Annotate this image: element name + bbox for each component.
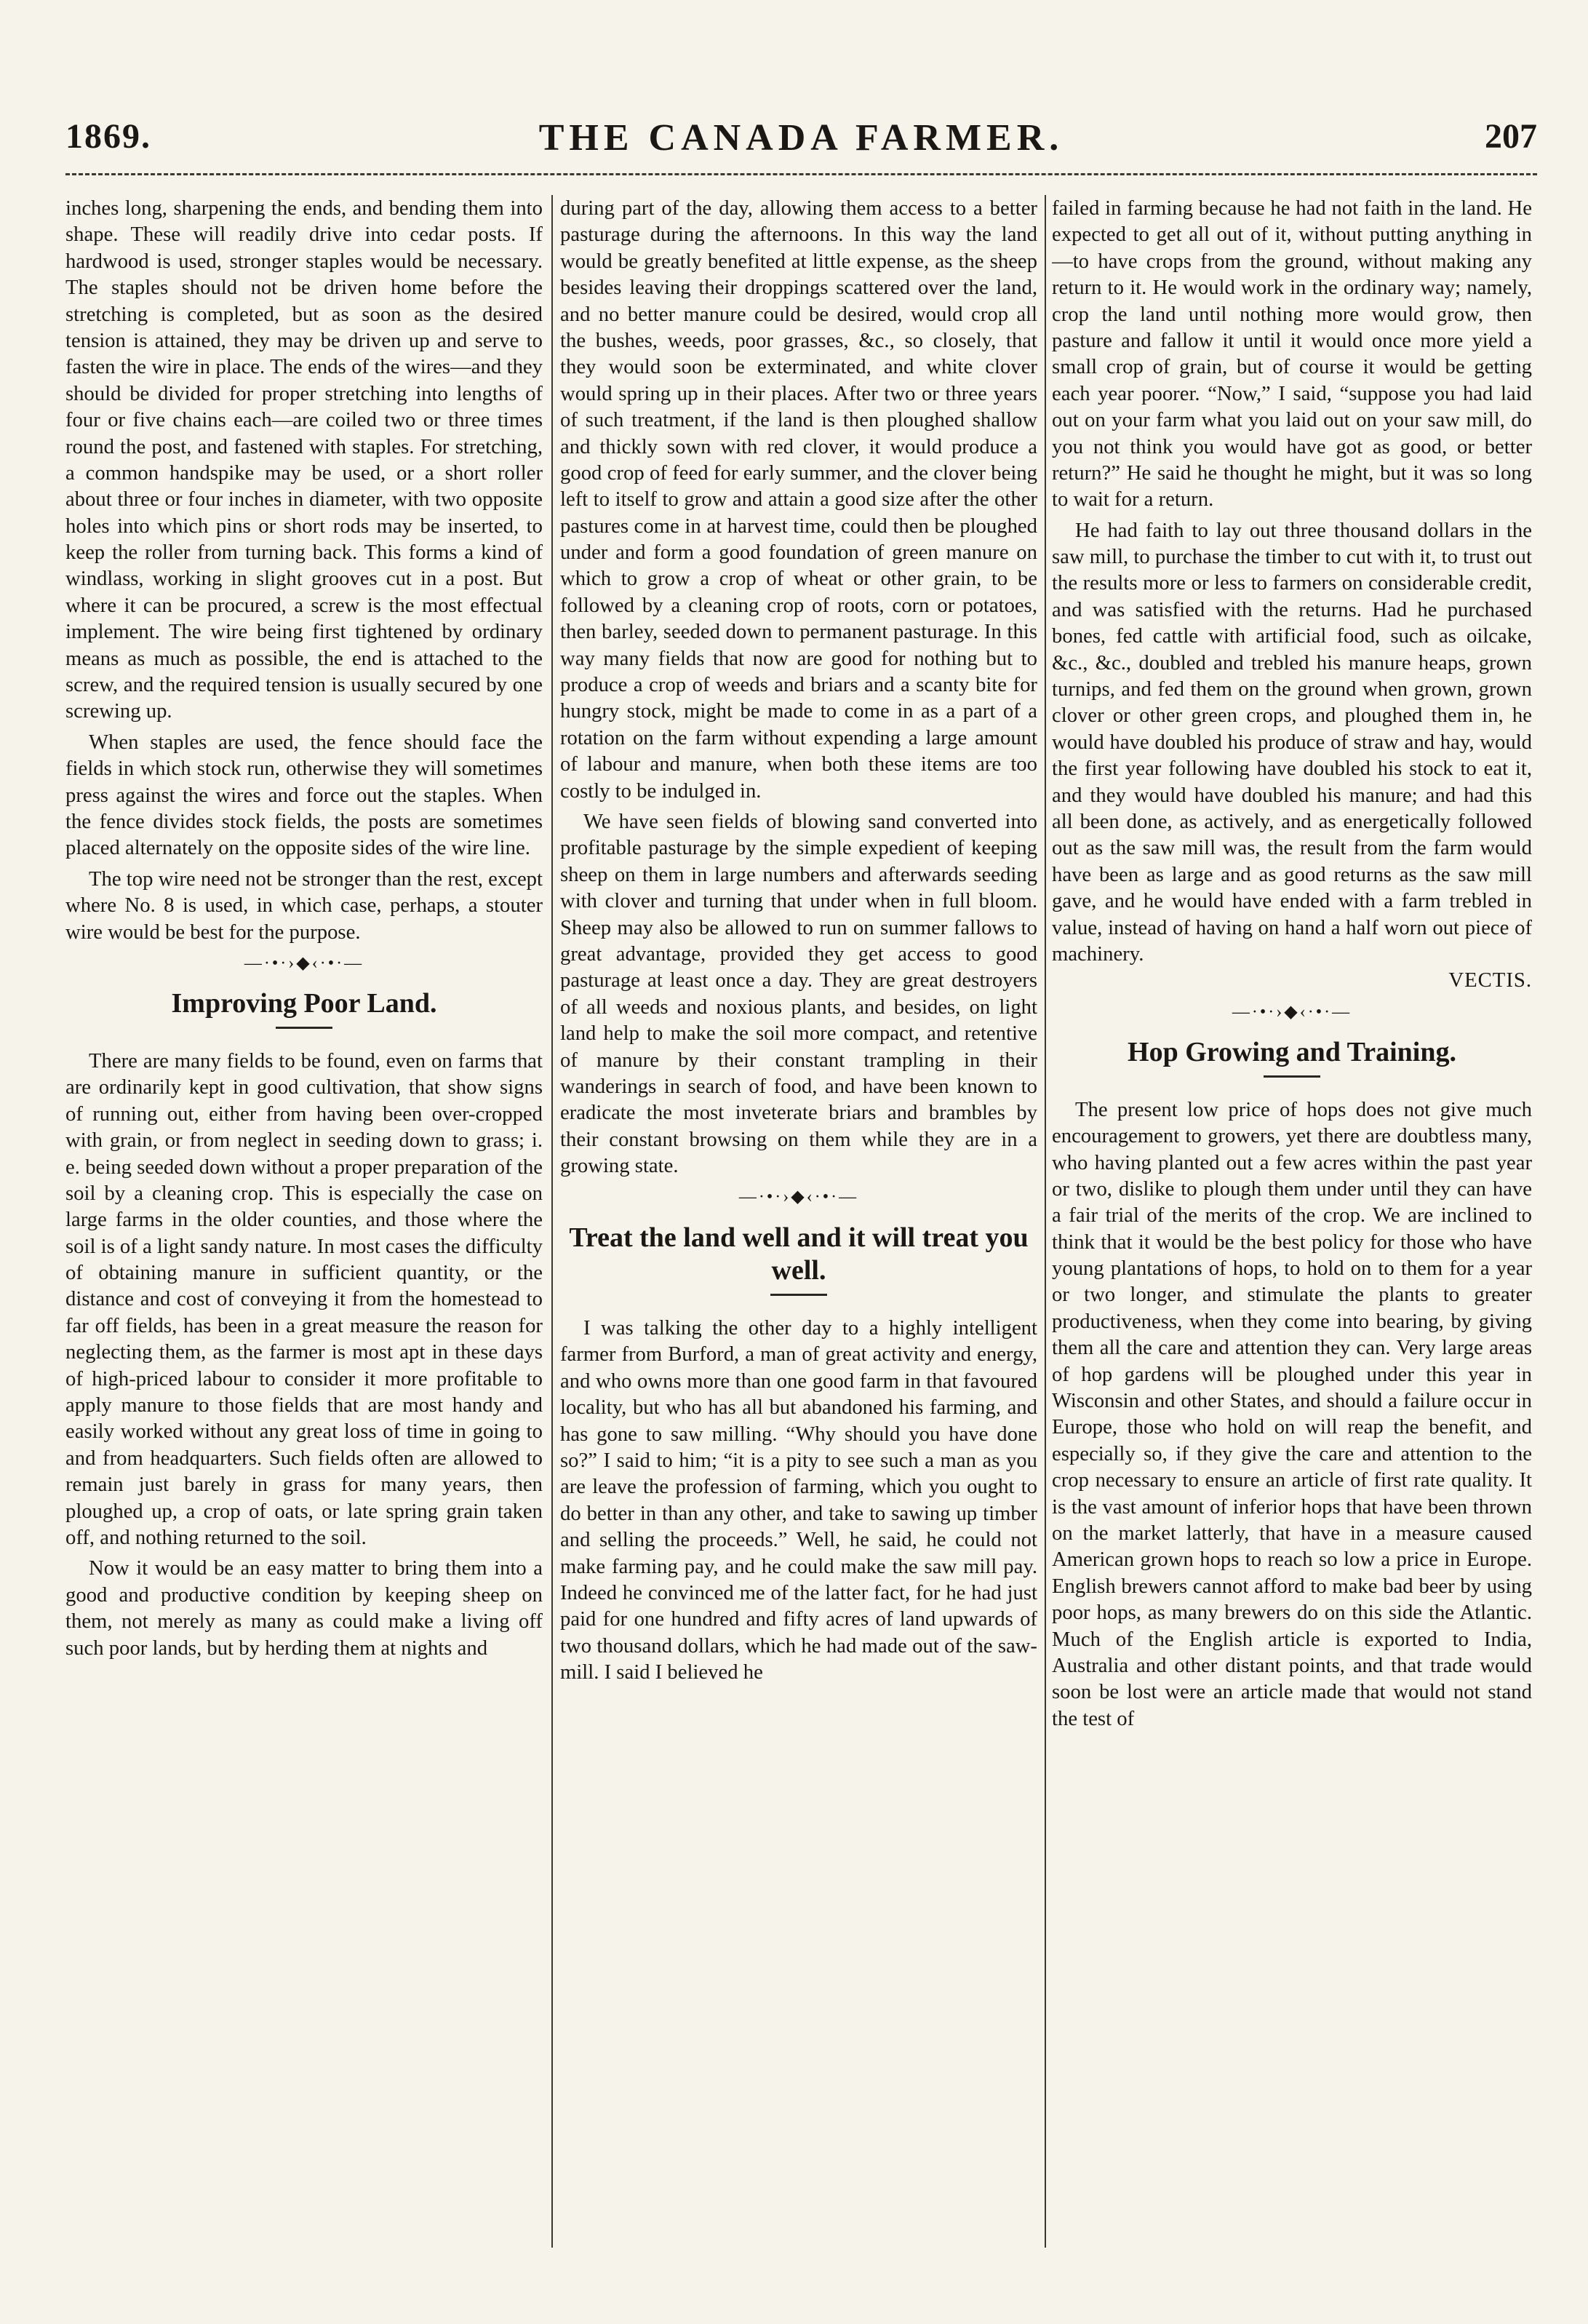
- signature-line: [1052, 967, 1532, 993]
- author-signature: VECTIS.: [1448, 968, 1532, 992]
- article-paragraph: Now it would be an easy matter to bring them into a good and productive condition by keeping sheep on them, not merely as many as could make a living off such poor lands, but by herding them at nights and: [65, 1556, 543, 1660]
- column-divider: [551, 195, 553, 2248]
- header-rule: [65, 173, 1537, 175]
- article-heading: Improving Poor Land.: [171, 988, 437, 1019]
- column-1: [65, 195, 543, 2248]
- page-header: [65, 116, 1537, 167]
- column-3: [1052, 195, 1532, 2248]
- page-number: 207: [1485, 117, 1537, 156]
- article-paragraph: The top wire need not be stronger than the rest, except where No. 8 is used, in which case, perhaps, a stouter wire would be best for the purpose.: [65, 867, 543, 944]
- article-paragraph: When staples are used, the fence should face the fields in which stock run, otherwise they will sometimes press against the wires and force out the staples. When the fence divides stock fields, the posts are sometimes placed alternately on the opposite sides of the wire line.: [65, 730, 543, 860]
- article-paragraph: We have seen fields of blowing sand converted into profitable pasturage by the simple expedient of keeping sheep on them in large numbers and afterwards seeding with clover and turning that under when in full bloom. Sheep may also be allowed to run on summer fallows to great advantage, provided they get access to good pasturage at least once a day. They are great destroyers of all weeds and noxious plants, and besides, on light land help to make the soil more compact, and retentive of manure by their constant trampling in their wanderings in search of food, and have been known to eradicate the most inveterate briars and brambles by their constant browsing on them while they are in a growing state.: [560, 809, 1037, 1178]
- section-ornament: —·•·›◆‹·•·—: [244, 953, 364, 973]
- article-paragraph: during part of the day, allowing them access to a better pasturage during the afternoons. In this way the land would be greatly benefited at little expense, as the sheep besides leaving their droppings scattered over the land, and no better manure could be desired, would crop all the bushes, weeds, poor grasses, &c., so closely, that they would soon be exterminated, and white clover would spring up in their places. After two or three years of such treatment, if the land is then ploughed shallow and thickly sown with red clover, it would produce a good crop of feed for early summer, and the clover being left to itself to grow and attain a good size after the other pastures come in at harvest time, could then be ploughed under and form a good foundation of green manure on which to grow a crop of wheat or other grain, to be followed by a cleaning crop of roots, corn or potatoes, then barley, seeded down to permanent pasturage. In this way many fields that now are good for nothing but to produce a crop of weeds and briars and a scanty bite for hungry stock, might be made to come in as a part of a rotation on the farm without expending a large amount of labour and manure, when both these items are too costly to be indulged in.: [560, 196, 1037, 803]
- article-heading: Treat the land well and it will treat you well.: [569, 1222, 1029, 1286]
- article-paragraph: He had faith to lay out three thousand dollars in the saw mill, to purchase the timber to cut with it, to trust out the results more or less to farmers on considerable credit, and was satisfied with the returns. Had he purchased bones, fed cattle with artificial food, such as oilcake, &c., &c., doubled and trebled his manure heaps, grown turnips, and fed them on the ground when grown, grown clover or other green crops, and ploughed them in, he would have doubled his produce of straw and hay, would the first year following have doubled his stock to eat it, and they would have doubled his manure; and had this all been done, as actively, and as energetically followed out as the saw mill was, the result from the farm would have been as large and as good returns as the saw mill gave, and he would have ended with a farm trebled in value, instead of having on hand a half worn out piece of machinery.: [1052, 518, 1532, 966]
- column-divider: [1045, 195, 1046, 2248]
- section-ornament: —·•·›◆‹·•·—: [738, 1187, 859, 1207]
- article-paragraph: failed in farming because he had not faith in the land. He expected to get all out of it, without putting anything in—to have crops from the ground, without making any return to it. He would work in the ordinary way; namely, crop the land until nothing more would grow, then pasture and fallow it until it would once more yield a small crop of grain, but of course it would be getting each year poorer. “Now,” I said, “suppose you had laid out on your farm what you laid out on your saw mill, do you not think you would have got as good, or better return?” He said he thought he might, but it was so long to wait for a return.: [1052, 196, 1532, 512]
- article-paragraph: inches long, sharpening the ends, and bending them into shape. These will readily drive into cedar posts. If hardwood is used, stronger staples would be necessary. The staples should not be driven home before the stretching is completed, but as soon as the desired tension is attained, they may be driven up and serve to fasten the wire in place. The ends of the wires—and they should be divided for proper stretching into lengths of four or five chains each—are coiled two or three times round the post, and fastened with staples. For stretching, a common handspike may be used, or a short roller about three or four inches in diameter, with two opposite holes into which pins or short rods may be inserted, to keep the roller from turning back. This forms a kind of windlass, working in slight grooves cut in a post. But where it can be procured, a screw is the most effectual implement. The wire being first tightened by ordinary means as much as possible, the end is attached to the screw, and the required tension is usually secured by one screwing up.: [65, 196, 543, 723]
- article-heading: Hop Growing and Training.: [1128, 1037, 1456, 1068]
- article-paragraph: There are many fields to be found, even on farms that are ordinarily kept in good cultivation, that show signs of running out, either from having been over-cropped with grain, or from neglect in seeding down to grass; i. e. being seeded down without a proper preparation of the soil by a cleaning crop. This is especially the case on large farms in the older counties, and those where the soil is of a light sandy nature. In most cases the difficulty of obtaining manure in sufficient quantity, or the distance and cost of conveying it from the homestead to far off fields, has been in a great measure the reason for neglecting them, as the farmer is most apt in these days of high-priced labour to consider it more profitable to apply manure to those fields that are most handy and easily worked without any great loss of time in going to and from headquarters. Such fields often are allowed to remain just barely in grass for many years, then ploughed up, a crop of oats, or late spring grain taken off, and nothing returned to the soil.: [65, 1048, 543, 1549]
- column-2: [560, 195, 1037, 2248]
- section-ornament: —·•·›◆‹·•·—: [1232, 1002, 1352, 1022]
- article-paragraph: The present low price of hops does not give much encouragement to growers, yet there are doubtless many, who having planted out a few acres within the past year or two, dislike to plough them under until they can have a fair trial of the merits of the crop. We are inclined to think that it would be the best policy for those who have young plantations of hops, to hold on to them for a year or two longer, and stimulate the plants to greater productiveness, when they come into bearing, by giving them all the care and attention they can. Very large areas of hop gardens will be ploughed under this year in Wisconsin and other States, and should a failure occur in Europe, those who hold on will reap the benefit, and especially so, if they give the care and attention to the crop necessary to ensure an article of first rate quality. It is the vast amount of inferior hops that have been thrown on the market latterly, that have in a measure caused American grown hops to reach so low a price in Europe. English brewers cannot afford to make bad beer by using poor hops, as many brewers do on this side the Atlantic. Much of the English article is exported to India, Australia and other distant points, and that trade would soon be lost were an article made that would not stand the test of: [1052, 1097, 1532, 1730]
- masthead-title: THE CANADA FARMER.: [538, 117, 1064, 159]
- heading-rule: [770, 1294, 827, 1296]
- heading-rule: [276, 1027, 332, 1029]
- article-paragraph: I was talking the other day to a highly intelligent farmer from Burford, a man of great activity and energy, and who owns more than one good farm in that favoured locality, but who has all but abandoned his farming, and has gone to saw milling. “Why should you have done so?” I said to him; “it is a pity to see such a man as you are leave the profession of farming, which you ought to do better in than any other, and take to sawing up timber and selling the proceeds.” Well, he said, he could not make farming pay, and he could make the saw mill pay. Indeed he convinced me of the latter fact, for he had just paid for one hundred and fifty acres of land upwards of two thousand dollars, which he had made out of the saw-mill. I said I believed he: [560, 1316, 1037, 1684]
- header-year: 1869.: [65, 117, 151, 156]
- heading-rule: [1264, 1075, 1320, 1078]
